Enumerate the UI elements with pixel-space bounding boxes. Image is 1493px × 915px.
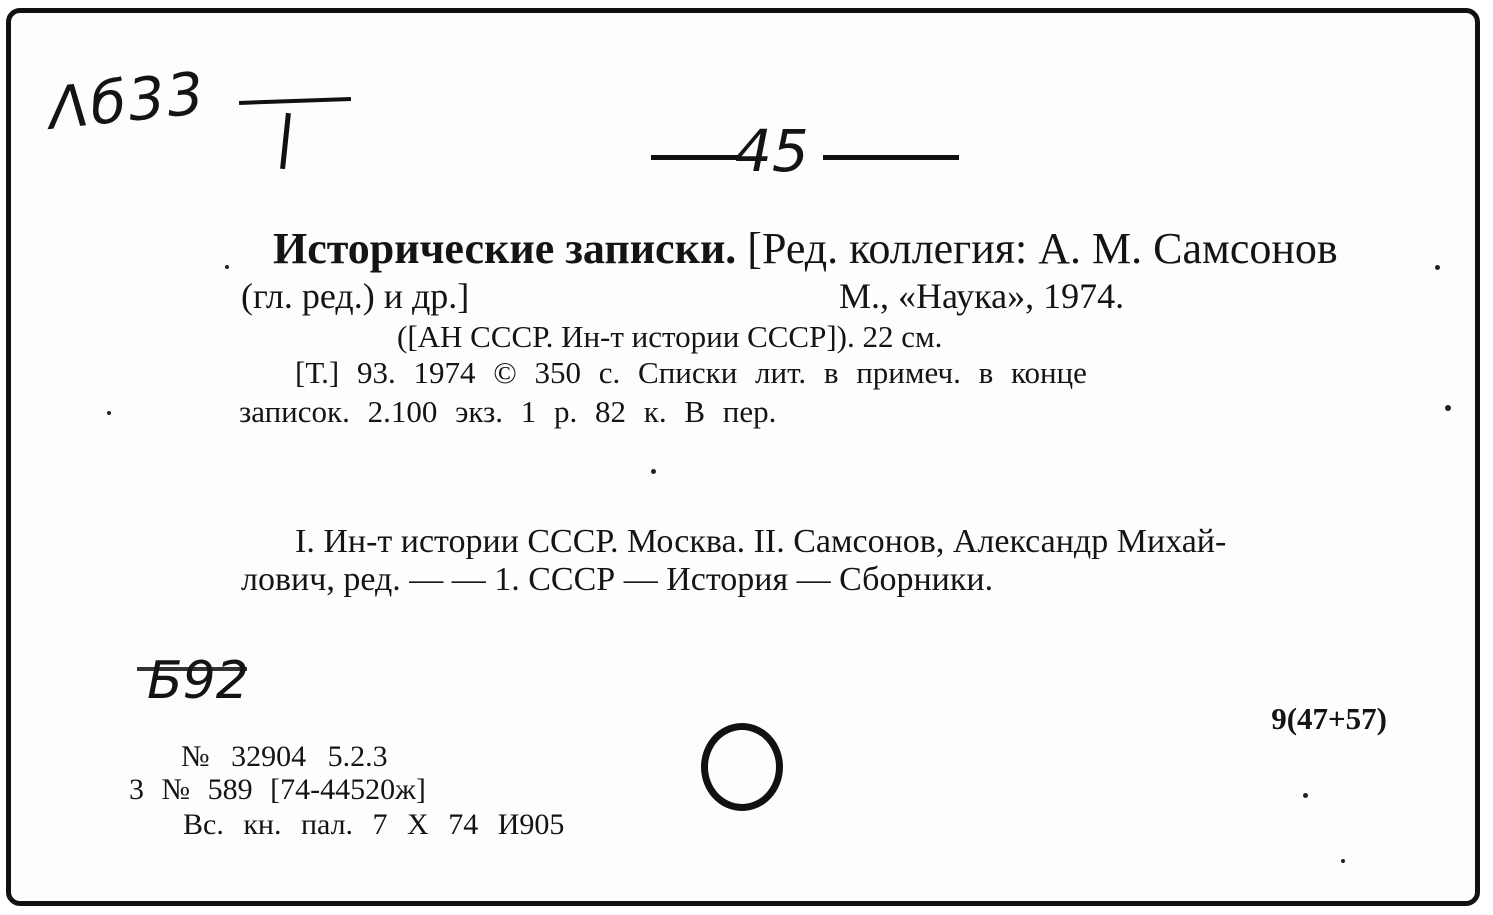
- series-line: ([АН СССР. Ин-т истории СССР]). 22 см.: [397, 319, 943, 354]
- ink-speck: [225, 265, 229, 269]
- ink-speck: [651, 469, 656, 474]
- handwritten-bottom-mark: Б92: [147, 651, 249, 711]
- title-main: Исторические записки.: [273, 224, 737, 273]
- dash-left: [651, 155, 741, 160]
- title-rest: [Ред. коллегия: А. М. Самсонов: [736, 224, 1338, 273]
- order-number-line: 3 № 589 [74-44520ж]: [129, 773, 426, 806]
- ink-speck: [107, 411, 111, 415]
- catalog-card: [6, 8, 1480, 906]
- punch-hole-icon: [701, 723, 783, 811]
- ink-speck: [1303, 793, 1308, 798]
- ink-speck: [1435, 265, 1440, 270]
- book-chamber-line: Вс. кн. пал. 7 Х 74 И905: [183, 808, 565, 841]
- record-number-line: № 32904 5.2.3: [181, 740, 388, 773]
- ink-speck: [1445, 405, 1451, 411]
- volume-line: [Т.] 93. 1974 © 350 с. Списки лит. в примеч. в конце: [295, 355, 1087, 390]
- editors-line: (гл. ред.) и др.]: [241, 276, 470, 316]
- publication-line: М., «Наука», 1974.: [839, 276, 1125, 316]
- title-line: [273, 223, 1338, 274]
- tracing-line-2: лович, ред. — — 1. СССР — История — Сборники.: [241, 561, 994, 598]
- handwritten-card-number: 45: [735, 117, 809, 185]
- tracing-line-1: I. Ин-т истории СССР. Москва. II. Самсонов, Александр Михай-: [295, 523, 1227, 560]
- ink-speck: [1341, 859, 1345, 863]
- volume-line-continued: записок. 2.100 экз. 1 р. 82 к. В пер.: [239, 394, 777, 429]
- handwritten-call-number: Λб33: [45, 58, 209, 143]
- dash-right: [823, 155, 959, 160]
- classification-index: 9(47+57): [1271, 701, 1387, 736]
